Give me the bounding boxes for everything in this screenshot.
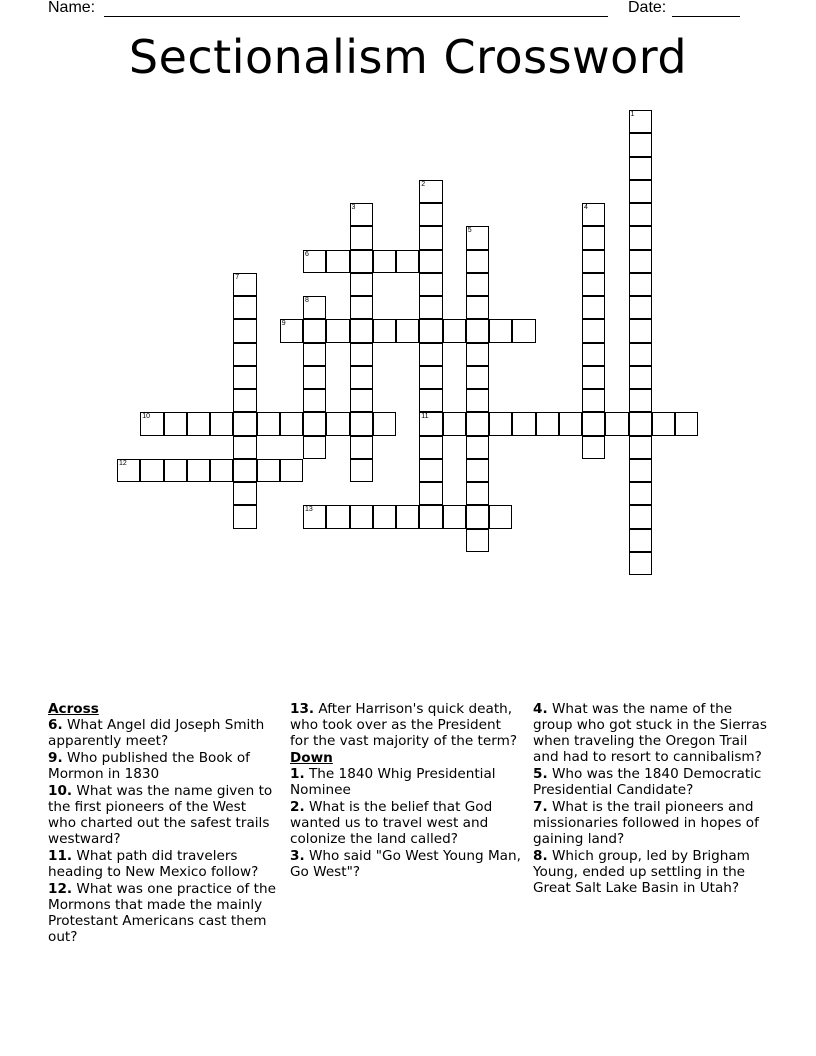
clue-across-10: [48, 783, 278, 847]
cell-number: 13: [305, 506, 313, 514]
grid-cell[interactable]: [350, 366, 373, 389]
grid-cell[interactable]: [373, 505, 396, 528]
grid-cell[interactable]: [140, 459, 163, 482]
grid-cell[interactable]: [303, 389, 326, 412]
date-label: Date:: [628, 0, 667, 16]
clue-text: What was one practice of the Mormons that made the mainly Protestant Americans cast them out?: [48, 881, 276, 945]
grid-cell[interactable]: [419, 366, 442, 389]
grid-cell[interactable]: [350, 203, 373, 226]
grid-cell[interactable]: [582, 412, 605, 435]
grid-cell[interactable]: [303, 505, 326, 528]
clue-text: After Harrison's quick death, who took over as the President for the vast majority of the term?: [290, 701, 518, 749]
grid-cell[interactable]: [280, 412, 303, 435]
grid-cell[interactable]: [233, 412, 256, 435]
grid-cell[interactable]: [466, 436, 489, 459]
clue-number: 8.: [533, 848, 548, 864]
grid-cell[interactable]: [233, 505, 256, 528]
grid-cell[interactable]: [629, 482, 652, 505]
down-heading: Down: [290, 750, 333, 766]
grid-cell[interactable]: [466, 389, 489, 412]
grid-cell[interactable]: [164, 412, 187, 435]
grid-cell[interactable]: [326, 505, 349, 528]
grid-cell[interactable]: [257, 412, 280, 435]
grid-cell[interactable]: [350, 389, 373, 412]
name-label: Name:: [48, 0, 96, 16]
grid-cell[interactable]: [303, 343, 326, 366]
grid-cell[interactable]: [629, 226, 652, 249]
cell-number: 5: [467, 227, 472, 235]
grid-cell[interactable]: [210, 412, 233, 435]
grid-cell[interactable]: [629, 133, 652, 156]
grid-cell[interactable]: [350, 343, 373, 366]
grid-cell[interactable]: [582, 273, 605, 296]
grid-cell[interactable]: [350, 319, 373, 342]
clue-number: 12.: [48, 881, 73, 897]
across-heading: Across: [48, 701, 99, 717]
clue-number: 4.: [533, 701, 548, 717]
grid-cell[interactable]: [233, 343, 256, 366]
grid-cell[interactable]: [466, 226, 489, 249]
grid-cell[interactable]: [373, 319, 396, 342]
grid-cell[interactable]: [419, 482, 442, 505]
clue-number: 1.: [290, 766, 305, 782]
grid-cell[interactable]: [233, 366, 256, 389]
grid-cell[interactable]: [187, 412, 210, 435]
grid-cell[interactable]: [582, 343, 605, 366]
grid-cell[interactable]: [559, 412, 582, 435]
clue-across-11: [48, 848, 278, 880]
clue-text: The 1840 Whig Presidential Nominee: [290, 766, 496, 798]
grid-cell[interactable]: [489, 505, 512, 528]
grid-cell[interactable]: [419, 319, 442, 342]
grid-cell[interactable]: [326, 319, 349, 342]
grid-cell[interactable]: [326, 412, 349, 435]
grid-cell[interactable]: [233, 319, 256, 342]
grid-cell[interactable]: [582, 319, 605, 342]
grid-cell[interactable]: [629, 389, 652, 412]
grid-cell[interactable]: [303, 412, 326, 435]
grid-cell[interactable]: [419, 273, 442, 296]
grid-cell[interactable]: [466, 296, 489, 319]
grid-cell[interactable]: [350, 226, 373, 249]
grid-cell[interactable]: [140, 412, 163, 435]
grid-cell[interactable]: [629, 157, 652, 180]
grid-cell[interactable]: [466, 273, 489, 296]
grid-cell[interactable]: [629, 319, 652, 342]
clue-text: What path did travelers heading to New Mexico follow?: [48, 848, 259, 880]
clue-number: 5.: [533, 766, 548, 782]
grid-cell[interactable]: [350, 505, 373, 528]
cell-number: 10: [142, 413, 151, 421]
grid-cell[interactable]: [466, 366, 489, 389]
grid-cell[interactable]: [536, 412, 559, 435]
cell-number: 7: [235, 273, 240, 281]
grid-cell[interactable]: [233, 296, 256, 319]
grid-cell[interactable]: [303, 319, 326, 342]
grid-cell[interactable]: [652, 412, 675, 435]
grid-cell[interactable]: [582, 296, 605, 319]
clue-number: 7.: [533, 799, 548, 815]
grid-cell[interactable]: [419, 436, 442, 459]
clue-number: 2.: [290, 799, 305, 815]
cell-number: 11: [421, 413, 429, 421]
grid-cell[interactable]: [466, 505, 489, 528]
grid-cell[interactable]: [419, 296, 442, 319]
grid-cell[interactable]: [350, 250, 373, 273]
grid-cell[interactable]: [303, 296, 326, 319]
clue-number: 3.: [290, 848, 305, 864]
cell-number: 8: [305, 297, 309, 304]
grid-cell[interactable]: [326, 250, 349, 273]
clue-across-9: [48, 750, 278, 782]
grid-cell[interactable]: [466, 529, 489, 552]
clue-down-7: [533, 799, 773, 847]
clue-number: 9.: [48, 750, 63, 766]
cell-number: 4: [584, 204, 588, 211]
cell-number: 3: [351, 204, 356, 211]
grid-cell[interactable]: [419, 250, 442, 273]
grid-cell[interactable]: [373, 250, 396, 273]
grid-cell[interactable]: [396, 319, 419, 342]
grid-cell[interactable]: [419, 459, 442, 482]
grid-cell[interactable]: [233, 482, 256, 505]
grid-cell[interactable]: [466, 343, 489, 366]
grid-cell[interactable]: [582, 203, 605, 226]
clue-text: Who published the Book of Mormon in 1830: [48, 750, 250, 782]
page-title: Sectionalism Crossword: [128, 30, 688, 84]
cell-number: 6: [305, 250, 309, 258]
clue-across-13: [290, 701, 522, 749]
clue-text: Which group, led by Brigham Young, ended up settling in the Great Salt Lake Basin in Utah?: [533, 848, 750, 896]
grid-cell[interactable]: [629, 273, 652, 296]
clue-down-4: [533, 701, 773, 765]
grid-cell[interactable]: [512, 319, 535, 342]
grid-cell[interactable]: [466, 319, 489, 342]
grid-cell[interactable]: [629, 412, 652, 435]
grid-cell[interactable]: [350, 296, 373, 319]
grid-cell[interactable]: [629, 459, 652, 482]
grid-cell[interactable]: [489, 412, 512, 435]
grid-cell[interactable]: [396, 250, 419, 273]
clues-column-1: [48, 701, 278, 946]
grid-cell[interactable]: [466, 250, 489, 273]
grid-cell[interactable]: [233, 436, 256, 459]
grid-cell[interactable]: [629, 436, 652, 459]
clue-text: What Angel did Joseph Smith apparently meet?: [48, 717, 265, 749]
grid-cell[interactable]: [466, 412, 489, 435]
grid-cell[interactable]: [303, 250, 326, 273]
clue-down-3: [290, 848, 522, 880]
clue-down-1: [290, 766, 522, 798]
cell-number: 1: [630, 111, 635, 118]
clues-column-3: [533, 701, 773, 897]
grid-cell[interactable]: [350, 459, 373, 482]
grid-cell[interactable]: [419, 226, 442, 249]
clue-number: 10.: [48, 783, 73, 799]
grid-cell[interactable]: [629, 529, 652, 552]
clue-text: What is the trail pioneers and missionaries followed in hopes of gaining land?: [533, 799, 759, 847]
grid-cell[interactable]: [280, 459, 303, 482]
grid-cell[interactable]: [233, 273, 256, 296]
grid-cell[interactable]: [117, 459, 140, 482]
grid-cell[interactable]: [303, 366, 326, 389]
clue-number: 13.: [290, 701, 315, 717]
grid-cell[interactable]: [210, 459, 233, 482]
grid-cell[interactable]: [396, 505, 419, 528]
grid-cell[interactable]: [350, 273, 373, 296]
clue-text: What was the name of the group who got stuck in the Sierras when traveling the Oregon Trail and had to resort to cannibalism?: [533, 701, 767, 765]
grid-cell[interactable]: [419, 203, 442, 226]
grid-cell[interactable]: [257, 459, 280, 482]
grid-cell[interactable]: [164, 459, 187, 482]
clues-column-2: [290, 701, 522, 881]
grid-cell[interactable]: [466, 459, 489, 482]
clue-down-2: [290, 799, 522, 847]
grid-cell[interactable]: [582, 250, 605, 273]
clue-text: What is the belief that God wanted us to travel west and colonize the land called?: [290, 799, 493, 847]
grid-cell[interactable]: [629, 296, 652, 319]
grid-cell[interactable]: [512, 412, 535, 435]
clue-across-6: [48, 717, 278, 749]
grid-cell[interactable]: [629, 180, 652, 203]
grid-cell[interactable]: [629, 505, 652, 528]
grid-cell[interactable]: [419, 412, 442, 435]
grid-cell[interactable]: [443, 319, 466, 342]
grid-cell[interactable]: [350, 412, 373, 435]
clue-down-8: [533, 848, 773, 896]
grid-cell[interactable]: [629, 250, 652, 273]
clue-number: 11.: [48, 848, 73, 864]
grid-cell[interactable]: [419, 343, 442, 366]
grid-cell[interactable]: [489, 319, 512, 342]
clue-across-12: [48, 881, 278, 945]
grid-cell[interactable]: [419, 389, 442, 412]
grid-cell[interactable]: [303, 436, 326, 459]
grid-cell[interactable]: [466, 482, 489, 505]
grid-cell[interactable]: [582, 389, 605, 412]
grid-cell[interactable]: [233, 459, 256, 482]
clue-text: Who said "Go West Young Man, Go West"?: [290, 848, 521, 880]
clue-text: Who was the 1840 Democratic Presidential Candidate?: [533, 766, 762, 798]
grid-cell[interactable]: [187, 459, 210, 482]
clue-text: What was the name given to the first pioneers of the West who charted out the safest trails westward?: [48, 783, 273, 847]
cell-number: 9: [281, 320, 286, 328]
grid-cell[interactable]: [629, 552, 652, 575]
grid-cell[interactable]: [629, 343, 652, 366]
cell-number: 12: [119, 459, 127, 467]
grid-cell[interactable]: [373, 412, 396, 435]
grid-cell[interactable]: [605, 412, 628, 435]
grid-cell[interactable]: [280, 319, 303, 342]
grid-cell[interactable]: [582, 366, 605, 389]
clue-number: 6.: [48, 717, 63, 733]
grid-cell[interactable]: [582, 436, 605, 459]
cell-number: 2: [421, 180, 426, 188]
clue-down-5: [533, 766, 773, 798]
grid-cell[interactable]: [582, 226, 605, 249]
grid-cell[interactable]: [419, 505, 442, 528]
grid-cell[interactable]: [419, 180, 442, 203]
grid-cell[interactable]: [233, 389, 256, 412]
grid-cell[interactable]: [629, 203, 652, 226]
grid-cell[interactable]: [443, 412, 466, 435]
grid-cell[interactable]: [629, 366, 652, 389]
grid-cell[interactable]: [675, 412, 698, 435]
grid-cell[interactable]: [629, 110, 652, 133]
grid-cell[interactable]: [350, 436, 373, 459]
grid-cell[interactable]: [443, 505, 466, 528]
